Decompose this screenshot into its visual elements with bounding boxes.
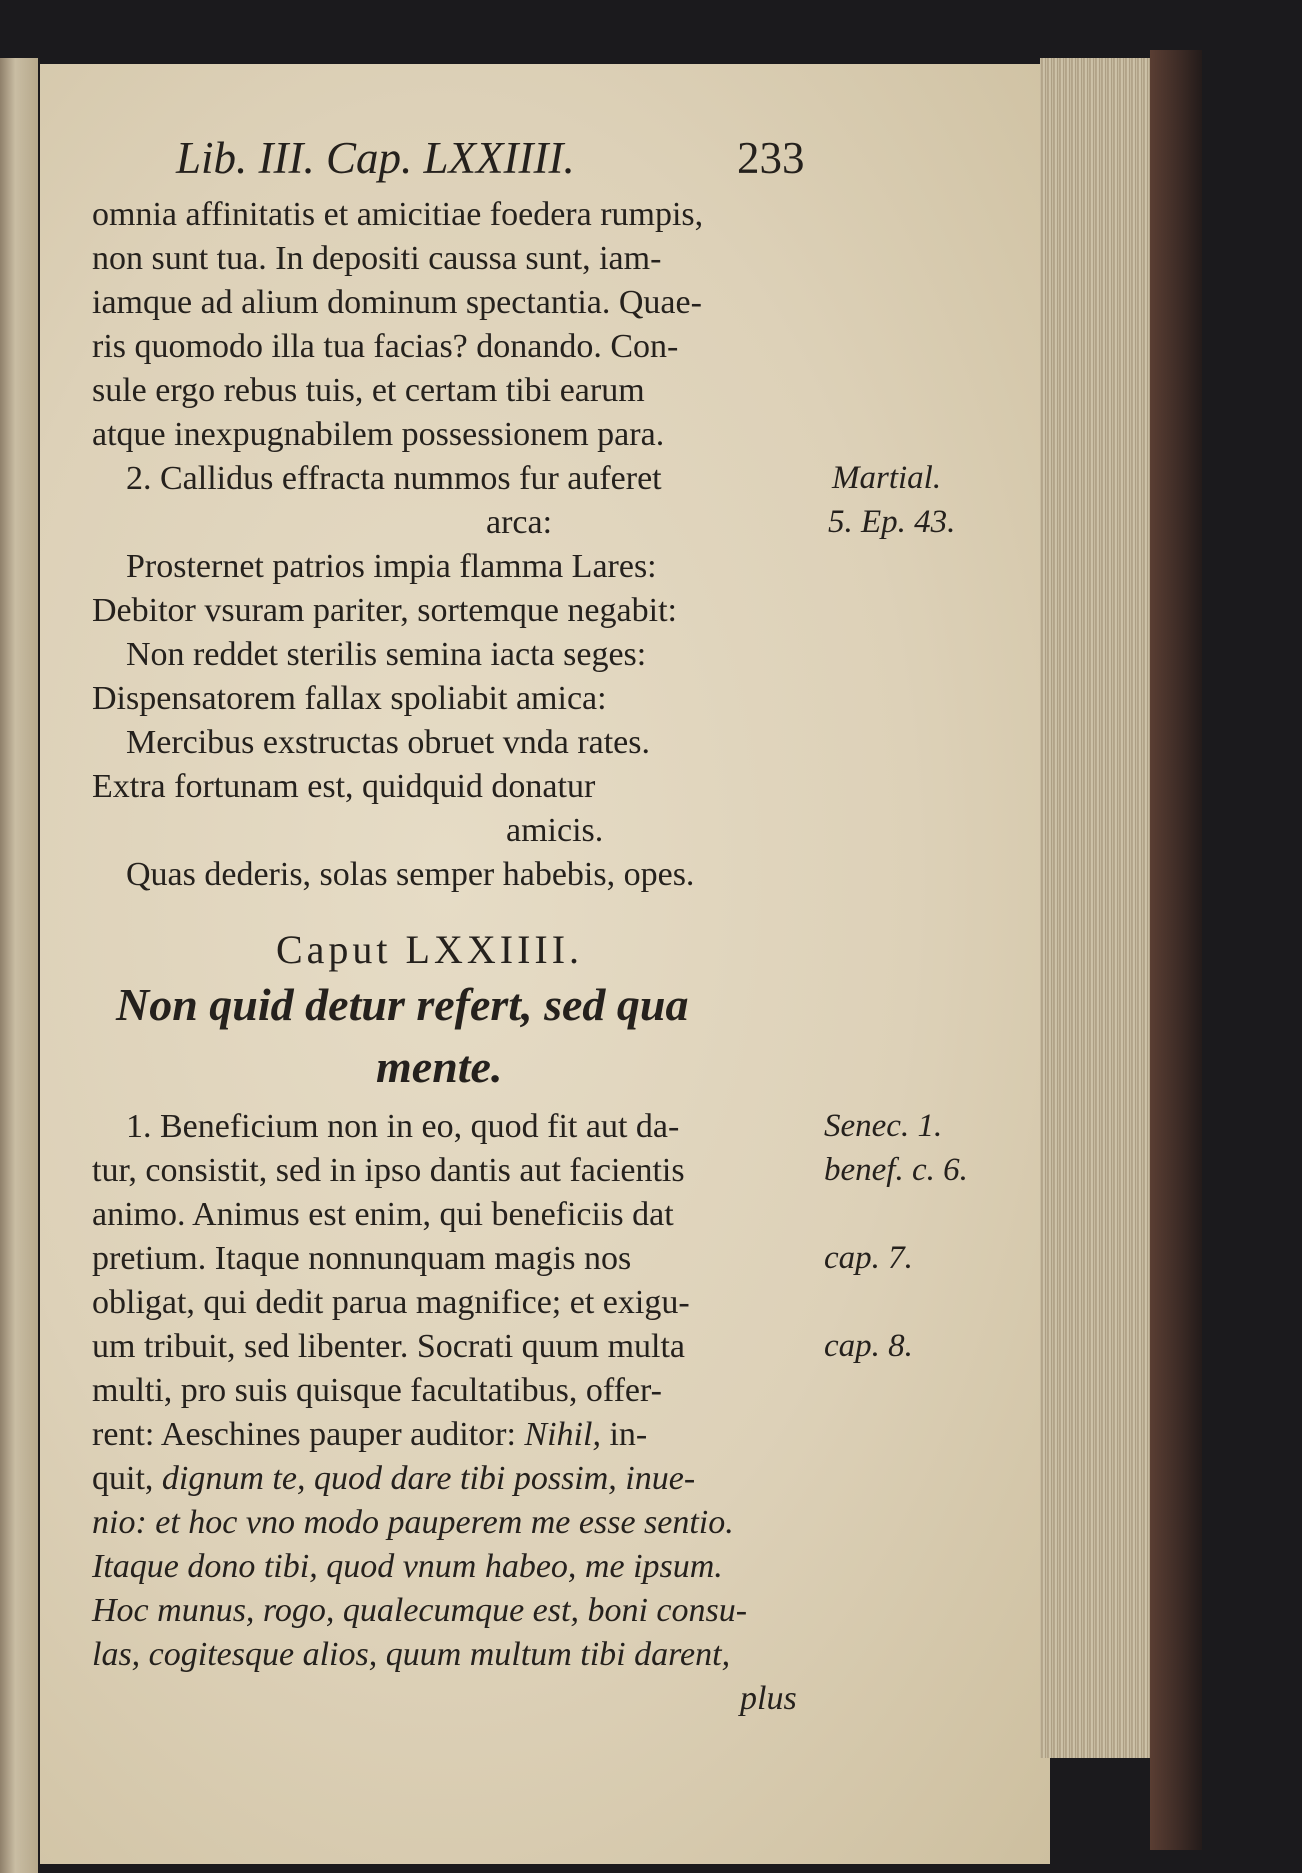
margin-note: Senec. 1. [824,1108,943,1144]
running-head: Lib. III. Cap. LXXIIII. [176,133,575,183]
facing-page-edge [0,58,38,1873]
body-line: omnia affinitatis et amicitiae foedera rumpis, [92,196,704,233]
catchword: plus [740,1680,797,1717]
chapter-title-cont: mente. [376,1041,503,1092]
margin-note: Martial. [832,460,942,496]
verse-line: Dispensatorem fallax spoliabit amica: [92,680,607,717]
margin-note: cap. 8. [824,1328,913,1364]
margin-note: cap. 7. [824,1240,913,1276]
page-number: 233 [737,133,805,183]
verse-line: Non reddet sterilis semina iacta seges: [126,636,647,673]
verse-intro: 2. Callidus effracta nummos fur auferet [126,460,662,497]
italic-line: nio: et hoc vno modo pauperem me esse sentio. [92,1504,734,1541]
chapter-number: Caput LXXIIII. [276,927,584,972]
chapter-title: Non quid detur refert, sed qua [116,979,689,1030]
body-line: multi, pro suis quisque facultatibus, offer- [92,1372,662,1409]
body-line: obligat, qui dedit parua magnifice; et exigu- [92,1284,690,1321]
body-line: tur, consistit, sed in ipso dantis aut facientis [92,1152,685,1189]
margin-note: 5. Ep. 43. [828,504,956,540]
body-line: 1. Beneficium non in eo, quod fit aut da- [126,1108,680,1145]
body-line: non sunt tua. In depositi caussa sunt, iam- [92,240,662,277]
italic-line: Hoc munus, rogo, qualecumque est, boni consu- [92,1592,748,1629]
margin-note: benef. c. 6. [824,1152,968,1188]
body-line: pretium. Itaque nonnunquam magis nos [92,1240,632,1277]
italic-text: dignum te, quod dare tibi possim, inue- [161,1460,696,1497]
body-line-mixed [92,1416,647,1454]
verse-intro-cont: arca: [486,504,553,541]
verse-line: amicis. [506,812,604,849]
body-line: um tribuit, sed libenter. Socrati quum multa [92,1328,686,1365]
page-edges [1040,58,1152,1758]
body-line: animo. Animus est enim, qui beneficiis dat [92,1196,674,1233]
body-line: iamque ad alium dominum spectantia. Quae- [92,284,702,321]
body-line: sule ergo rebus tuis, et certam tibi earum [92,372,645,409]
verse-line: Mercibus exstructas obruet vnda rates. [126,724,650,761]
verse-line: Quas dederis, solas semper habebis, opes. [126,856,695,893]
roman-text: quit, [92,1460,162,1497]
roman-text: rent: Aeschines pauper auditor: [92,1416,525,1453]
italic-line: Itaque dono tibi, quod vnum habeo, me ipsum. [92,1548,723,1585]
body-line-mixed [92,1460,695,1498]
italic-line: las, cogitesque alios, quum multum tibi darent, [92,1636,731,1673]
italic-text: Nihil, [524,1416,601,1453]
verse-line: Extra fortunam est, quidquid donatur [92,768,596,805]
verse-line: Prosternet patrios impia flamma Lares: [126,548,657,585]
body-line: atque inexpugnabilem possessionem para. [92,416,665,453]
book-cover-edge [1150,50,1202,1850]
body-line: ris quomodo illa tua facias? donando. Con- [92,328,679,365]
roman-text: in- [600,1416,648,1453]
verse-line: Debitor vsuram pariter, sortemque negabit: [92,592,677,629]
